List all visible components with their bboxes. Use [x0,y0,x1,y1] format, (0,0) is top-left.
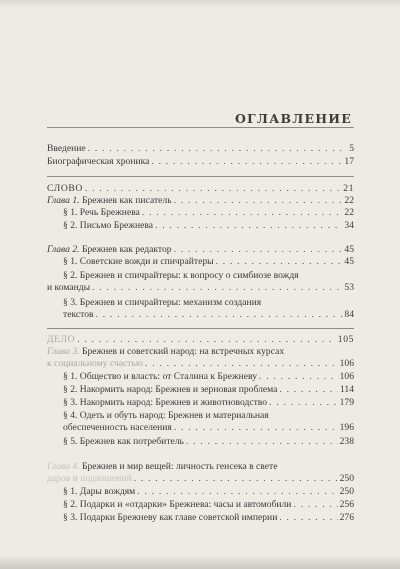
entry-page: 238 [339,436,354,447]
toc-entry-intro [47,143,354,155]
toc-item [47,220,354,232]
chapter-title: Брежнев и советский народ: на встречных курсах [81,346,285,357]
toc-item [47,384,354,396]
toc-part-delo [47,334,354,346]
toc-chapter-1 [47,195,354,207]
chapter-title-line2: даров и подношений [47,473,132,484]
section-rule [47,176,354,177]
toc-item [47,410,354,434]
part-label: ДЕЛО [47,334,76,345]
item-label: § 3. Подарки Брежневу как главе советской империи [63,512,278,523]
entry-page: 250 [339,473,354,484]
item-label: § 1. Общество и власть: от Сталина к Брежневу [63,371,258,382]
entry-page: 34 [344,220,354,231]
toc-entry-chronicle [47,156,354,168]
chapter-prefix: Глава 4. [47,461,80,472]
item-label: § 1. Советские вожди и спичрайтеры [63,256,214,267]
toc-item [47,486,354,498]
entry-page: 45 [344,244,354,255]
chapter-title-line2: к социальному счастью [47,358,144,369]
item-label-line1: § 3. Брежнев и спичрайтеры: механизм создания [63,297,262,308]
entry-page: 106 [339,371,354,382]
entry-label: Биографическая хроника [47,156,150,167]
entry-page: 53 [344,282,354,293]
entry-page: 105 [337,334,354,345]
chapter-title: Брежнев и мир вещей: личность генсека в свете [81,461,278,472]
item-label: § 3. Накормить народ: Брежнев и животноводство [63,397,268,408]
toc-item [47,436,354,448]
item-label: § 2. Накормить народ: Брежнев и зерновая проблема [63,384,278,395]
toc-item [47,371,354,383]
entry-page: 196 [339,422,354,433]
item-label: § 1. Речь Брежнева [63,207,140,218]
toc-title: ОГЛАВЛЕНИЕ [234,111,352,126]
title-rule [47,127,354,128]
page-edge-bottom [0,555,400,569]
entry-page: 114 [339,384,354,395]
item-label: § 2. Подарки и «отдарки» Брежнева: часы и автомобили [63,499,292,510]
chapter-title: Брежнев как редактор [81,244,172,255]
entry-page: 256 [339,499,354,510]
toc-item [47,512,354,524]
entry-page: 45 [344,256,354,267]
item-label-line2: и команды [47,282,91,293]
chapter-prefix: Глава 3. [47,346,80,357]
entry-page: 84 [344,309,354,320]
item-label: § 5. Брежнев как потребитель [63,436,184,447]
item-label-line2: текстов [63,309,94,320]
item-label-line1: § 2. Брежнев и спичрайтеры: к вопросу о симбиозе вождя [63,270,299,281]
section-rule [47,328,354,329]
chapter-title: Брежнев как писатель [81,195,172,206]
entry-page: 5 [349,143,354,154]
toc-item [47,397,354,409]
entry-label: Введение [47,143,86,154]
toc-item [47,256,354,268]
toc-item [47,207,354,219]
entry-page: 21 [343,183,354,194]
toc-chapter-2 [47,244,354,256]
entry-page: 22 [344,195,354,206]
item-label-line2: обеспеченность населения [63,422,172,433]
toc-item [47,297,354,321]
entry-page: 250 [339,486,354,497]
item-label: § 2. Письмо Брежнева [63,220,153,231]
entry-page: 22 [344,207,354,218]
toc-chapter-3 [47,346,354,370]
page-edge-top [0,0,400,8]
toc-part-slovo [47,183,354,195]
toc-item [47,270,354,294]
item-label-line1: § 4. Одеть и обуть народ: Брежнев и материальная [63,410,269,421]
entry-page: 179 [339,397,354,408]
entry-page: 17 [344,156,354,167]
toc-chapter-4 [47,461,354,485]
entry-page: 276 [339,512,354,523]
item-label: § 1. Дары вождям [63,486,136,497]
part-label: СЛОВО [47,183,83,194]
entry-page: 106 [339,358,354,369]
toc-item [47,499,354,511]
chapter-prefix: Глава 1. [47,195,80,206]
chapter-prefix: Глава 2. [47,244,80,255]
